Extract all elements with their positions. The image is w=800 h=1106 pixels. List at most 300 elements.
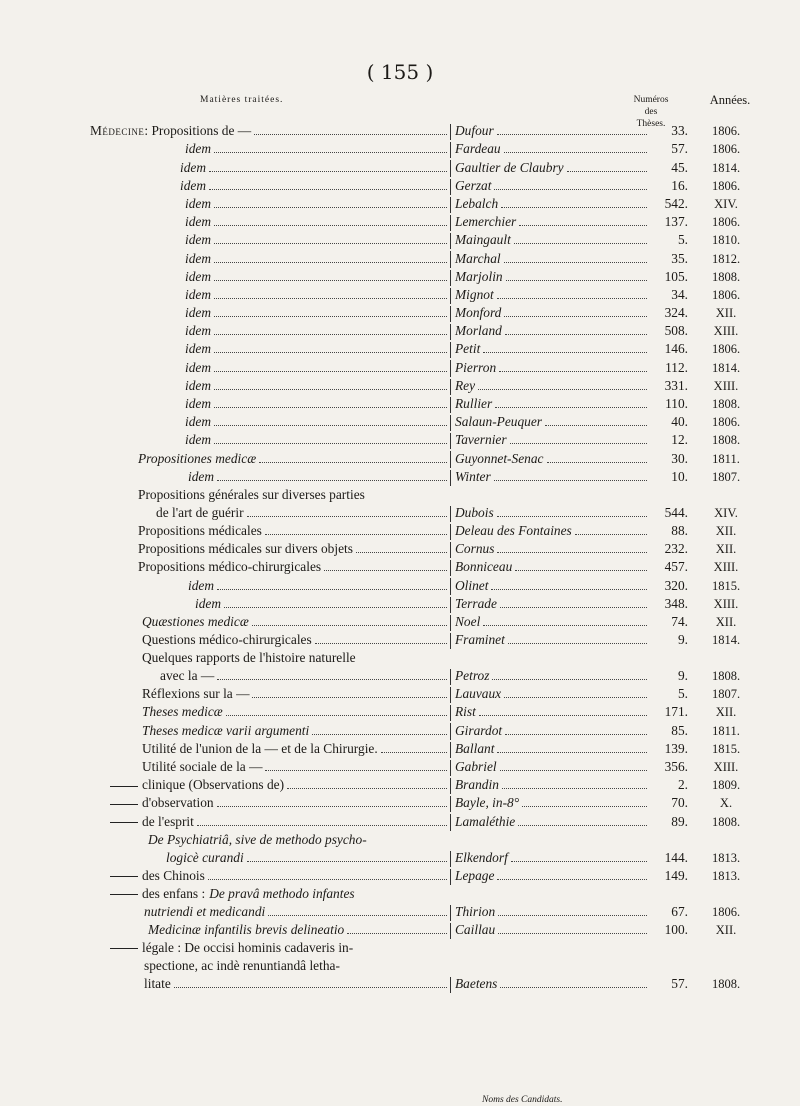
subject-text: d'observation [142, 795, 214, 811]
column-separator [450, 397, 451, 413]
subject-cell [142, 649, 450, 685]
subject-cell [110, 939, 450, 993]
table-row [0, 340, 800, 358]
table-row [0, 703, 800, 721]
subject-text: de l'esprit [142, 813, 194, 829]
subject-text: idem [185, 250, 212, 266]
dot-leader [265, 534, 447, 535]
candidate-cell [455, 522, 649, 540]
thesis-year: 1806. [711, 342, 741, 357]
subject-text: Theses medicæ [142, 704, 223, 720]
thesis-year: XIII. [713, 596, 739, 611]
subject-cell [188, 468, 450, 486]
thesis-year: 1815. [711, 741, 741, 756]
dot-leader [500, 987, 647, 988]
dot-leader [479, 715, 647, 716]
candidate-name: Olinet [455, 577, 489, 593]
table-row [0, 413, 800, 431]
candidate-cell [455, 722, 649, 740]
subject-text: de l'art de guérir [156, 504, 244, 520]
dot-leader [497, 752, 647, 753]
candidate-cell [455, 867, 649, 885]
candidate-name: Marjolin [455, 268, 503, 284]
thesis-number: 45. [671, 159, 688, 175]
subject-text: des enfans : [142, 885, 206, 901]
subject-cell [110, 867, 450, 885]
table-row [0, 395, 800, 413]
candidate-cell [455, 468, 649, 486]
column-separator [450, 723, 451, 739]
candidate-name: Baetens [455, 975, 498, 991]
candidate-name: Salaun-Peuquer [455, 414, 543, 430]
subject-cell [142, 722, 450, 740]
dot-leader [214, 352, 447, 353]
column-separator [450, 742, 451, 758]
column-separator [450, 506, 451, 522]
candidate-name: Girardot [455, 722, 503, 738]
table-row [0, 358, 800, 376]
dot-leader [497, 879, 647, 880]
column-separator [450, 542, 451, 558]
candidate-name: Tavernier [455, 432, 507, 448]
candidate-cell [455, 286, 649, 304]
thesis-number: 542. [664, 195, 688, 211]
subject-cell [138, 540, 450, 558]
subject-text: idem [185, 195, 212, 211]
candidate-name: Rist [455, 704, 476, 720]
thesis-year: XIII. [713, 560, 739, 575]
subject-text: nutriendi et medicandi [144, 903, 266, 919]
dot-leader [498, 933, 647, 934]
dot-leader [508, 643, 647, 644]
thesis-number: 89. [671, 813, 688, 829]
dot-leader [247, 861, 447, 862]
subject-text: Propositions médicales [138, 522, 262, 538]
dot-leader [254, 134, 447, 135]
candidate-cell [455, 921, 649, 939]
table-row [0, 885, 800, 921]
subject-cell [185, 413, 450, 431]
subject-text: Quelques rapports de l'histoire naturelle [142, 650, 356, 666]
subject-cell [185, 140, 450, 158]
candidate-cell [455, 703, 649, 721]
thesis-number: 105. [664, 268, 688, 284]
thesis-number: 16. [671, 177, 688, 193]
candidate-cell [455, 776, 649, 794]
subject-text: Réflexions sur la — [142, 686, 250, 702]
subject-text: idem [185, 305, 212, 321]
dash-mark [110, 794, 142, 812]
table-row [0, 721, 800, 739]
table-row [0, 304, 800, 322]
dot-leader [214, 152, 447, 153]
thesis-year: 1808. [711, 269, 741, 284]
dot-leader [197, 825, 447, 826]
thesis-year: 1815. [711, 578, 741, 593]
candidate-cell [455, 304, 649, 322]
subject-cell [185, 431, 450, 449]
subject-cell [142, 613, 450, 631]
column-separator [450, 470, 451, 486]
thesis-year: XIII. [713, 324, 739, 339]
subject-text: avec la — [160, 668, 215, 684]
candidate-name: Lebalch [455, 195, 499, 211]
subject-cell [110, 776, 450, 794]
thesis-number: 30. [671, 450, 688, 466]
candidate-name: Ballant [455, 740, 495, 756]
candidate-name: Framinet [455, 632, 505, 648]
dot-leader [208, 879, 447, 880]
subject-text: idem [185, 141, 212, 157]
dot-leader [500, 770, 647, 771]
dot-leader [214, 389, 447, 390]
header-subject: Matières traitées. [200, 95, 284, 105]
subject-cell [185, 322, 450, 340]
thesis-year: 1806. [711, 215, 741, 230]
subject-text: logicè curandi [166, 849, 244, 865]
candidate-name: Dufour [455, 123, 494, 139]
dash-mark [110, 885, 142, 903]
thesis-number: 508. [664, 323, 688, 339]
subject-cell [138, 522, 450, 540]
subject-cell [138, 450, 450, 468]
candidate-cell [455, 595, 649, 613]
table-row [0, 685, 800, 703]
dot-leader [497, 552, 647, 553]
thesis-number: 67. [671, 903, 688, 919]
thesis-year: XIII. [713, 378, 739, 393]
header-candidates: Noms des Candidats. [482, 1095, 563, 1105]
subject-text: Theses medicæ varii argumenti [142, 722, 310, 738]
dot-leader [252, 697, 447, 698]
subject-cell [185, 213, 450, 231]
dot-leader [497, 298, 647, 299]
subject-text: idem [185, 432, 212, 448]
table-row [0, 812, 800, 830]
column-separator [450, 179, 451, 195]
thesis-year: XIV. [714, 505, 738, 520]
thesis-number: 2. [677, 777, 688, 793]
column-separator [450, 778, 451, 794]
subject-cell [185, 395, 450, 413]
table-row [0, 158, 800, 176]
dot-leader [252, 625, 447, 626]
candidate-cell [455, 340, 649, 358]
table-row [0, 649, 800, 685]
subject-cell [148, 921, 450, 939]
thesis-number: 320. [664, 577, 688, 593]
subject-cell [142, 703, 450, 721]
dot-leader [515, 570, 647, 571]
dot-leader [214, 207, 447, 208]
candidate-cell [455, 195, 649, 213]
subject-text: légale : De occisi hominis cadaveris in- [142, 939, 354, 955]
dot-leader [483, 352, 647, 353]
dot-leader [491, 589, 647, 590]
candidate-name: Bonniceau [455, 559, 513, 575]
dot-leader [504, 152, 647, 153]
subject-cell [142, 758, 450, 776]
thesis-number: 34. [671, 286, 688, 302]
subject-cell [185, 359, 450, 377]
thesis-year: X. [719, 796, 733, 811]
dot-leader [214, 262, 447, 263]
candidate-cell [455, 268, 649, 286]
column-separator [450, 633, 451, 649]
subject-cell [185, 377, 450, 395]
thesis-year: 1810. [711, 233, 741, 248]
subject-text: idem [185, 341, 212, 357]
dot-leader [501, 207, 647, 208]
column-separator [450, 977, 451, 993]
candidate-name: Terrade [455, 595, 497, 611]
thesis-number: 88. [671, 522, 688, 538]
subject-text: idem [185, 214, 212, 230]
subject-text: idem [195, 595, 222, 611]
subject-text: Propositions médico-chirurgicales [138, 559, 322, 575]
column-separator [450, 379, 451, 395]
table-row [0, 486, 800, 522]
thesis-year: XII. [715, 523, 737, 538]
dot-leader [381, 752, 447, 753]
candidate-name: Bayle, in-8° [455, 795, 520, 811]
dot-leader [518, 825, 647, 826]
dot-leader [214, 225, 447, 226]
thesis-year: 1806. [711, 287, 741, 302]
candidate-cell [455, 667, 649, 685]
header-years: Années. [709, 93, 751, 107]
dot-leader [506, 280, 647, 281]
dot-leader [217, 589, 447, 590]
candidate-name: Dubois [455, 504, 494, 520]
column-separator [450, 251, 451, 267]
dash-mark [110, 776, 142, 794]
column-separator [450, 814, 451, 830]
subject-text: De Psychiatriâ, sive de methodo psycho- [148, 831, 367, 847]
candidate-cell [455, 758, 649, 776]
subject-text: idem [180, 177, 207, 193]
subject-cell [188, 577, 450, 595]
thesis-number: 74. [671, 613, 688, 629]
candidate-cell [455, 359, 649, 377]
subject-cell [90, 122, 450, 140]
candidate-cell [455, 740, 649, 758]
dot-leader [209, 171, 447, 172]
column-separator [450, 342, 451, 358]
candidate-name: Caillau [455, 921, 496, 937]
dash-mark [110, 813, 142, 831]
column-separator [450, 760, 451, 776]
thesis-year: 1812. [711, 251, 741, 266]
subject-cell [185, 340, 450, 358]
dot-leader [522, 806, 647, 807]
table-row [0, 177, 800, 195]
subject-text: Quæstiones medicæ [142, 613, 249, 629]
candidate-cell [455, 540, 649, 558]
candidate-cell [455, 849, 649, 867]
subject-text: idem [185, 377, 212, 393]
header-numbers-line1: Numéros [633, 95, 669, 105]
dot-leader [312, 734, 447, 735]
candidate-name: Thirion [455, 903, 496, 919]
dot-leader [510, 443, 647, 444]
table-row [0, 140, 800, 158]
subject-cell [110, 794, 450, 812]
thesis-year: 1806. [711, 415, 741, 430]
candidate-cell [455, 140, 649, 158]
subject-text: idem [185, 268, 212, 284]
candidate-cell [455, 577, 649, 595]
column-separator [450, 796, 451, 812]
dot-leader [356, 552, 447, 553]
thesis-number: 331. [664, 377, 688, 393]
candidate-name: Deleau des Fontaines [455, 522, 572, 538]
thesis-number: 146. [664, 341, 688, 357]
candidate-name: Noel [455, 613, 481, 629]
dot-leader [315, 643, 447, 644]
dot-leader [247, 516, 447, 517]
thesis-number: 9. [677, 668, 688, 684]
entries-list [0, 122, 800, 993]
candidate-cell [455, 613, 649, 631]
subject-cell [110, 885, 450, 921]
candidate-name: Marchal [455, 250, 501, 266]
table-row [0, 268, 800, 286]
thesis-number: 544. [664, 504, 688, 520]
column-separator [450, 360, 451, 376]
column-separator [450, 597, 451, 613]
subject-cell [195, 595, 450, 613]
dot-leader [497, 516, 647, 517]
dot-leader [214, 425, 447, 426]
dot-leader [483, 625, 647, 626]
candidate-name: Gabriel [455, 759, 497, 774]
table-row [0, 249, 800, 267]
thesis-year: 1806. [711, 178, 741, 193]
subject-text: idem [185, 414, 212, 430]
thesis-year: 1814. [711, 633, 741, 648]
table-row [0, 540, 800, 558]
thesis-number: 110. [665, 396, 688, 411]
thesis-year: 1808. [711, 814, 741, 829]
thesis-number: 324. [664, 305, 688, 321]
column-separator [450, 869, 451, 885]
dot-leader [500, 607, 647, 608]
thesis-year: 1806. [711, 904, 741, 919]
candidate-name: Maingault [455, 232, 511, 248]
thesis-year: 1813. [711, 868, 741, 883]
subject-text: idem [180, 159, 207, 175]
header-numbers-line2: des Thèses. [636, 107, 666, 129]
dot-leader [519, 225, 647, 226]
thesis-number: 144. [664, 849, 688, 865]
table-row [0, 939, 800, 993]
candidate-name: Brandin [455, 777, 499, 793]
thesis-number: 70. [671, 795, 688, 811]
subject-cell [185, 268, 450, 286]
candidate-cell [455, 159, 649, 177]
thesis-number: 9. [677, 632, 688, 648]
subject-cell [148, 831, 450, 867]
table-row [0, 631, 800, 649]
dash-mark [110, 867, 142, 885]
dot-leader [214, 443, 447, 444]
dot-leader [214, 298, 447, 299]
subject-text: idem [188, 468, 215, 484]
candidate-name: Guyonnet-Senac [455, 450, 544, 466]
dot-leader [499, 371, 647, 372]
dot-leader [214, 243, 447, 244]
candidate-cell [455, 231, 649, 249]
dot-leader [502, 788, 647, 789]
subject-cell [185, 195, 450, 213]
candidate-name: Elkendorf [455, 849, 508, 865]
subject-text: Questions médico-chirurgicales [142, 632, 312, 648]
candidate-name: Lemerchier [455, 214, 517, 230]
subject-cell [138, 558, 450, 576]
candidate-cell [455, 813, 649, 831]
candidate-name: Lauvaux [455, 686, 502, 702]
table-row [0, 449, 800, 467]
thesis-number: 12. [671, 432, 688, 448]
table-row [0, 377, 800, 395]
column-separator [450, 433, 451, 449]
column-separator [450, 578, 451, 594]
subject-text: : Propositions de — [144, 123, 252, 139]
column-separator [450, 142, 451, 158]
column-separator [450, 324, 451, 340]
candidate-cell [455, 685, 649, 703]
table-row [0, 831, 800, 867]
table-row [0, 740, 800, 758]
column-separator [450, 197, 451, 213]
dot-leader [497, 134, 647, 135]
dot-leader [226, 715, 447, 716]
column-separator [450, 124, 451, 140]
column-separator [450, 851, 451, 867]
candidate-cell [455, 975, 649, 993]
dot-leader [575, 534, 647, 535]
thesis-number: 112. [665, 359, 688, 375]
thesis-year: 1807. [711, 687, 741, 702]
thesis-year: 1807. [711, 469, 741, 484]
dot-leader [492, 679, 647, 680]
candidate-cell [455, 558, 649, 576]
subject-cell [142, 740, 450, 758]
candidate-name: Mignot [455, 286, 494, 302]
candidate-cell [455, 395, 649, 413]
dot-leader [287, 788, 447, 789]
subject-text: idem [185, 396, 212, 411]
candidate-name: Rullier [455, 396, 493, 411]
subject-text: clinique (Observations de) [142, 777, 285, 793]
subject-text: Médecine [90, 123, 145, 139]
table-row [0, 595, 800, 613]
thesis-number: 5. [677, 686, 688, 702]
column-separator [450, 560, 451, 576]
dot-leader [209, 189, 447, 190]
thesis-year: 1806. [711, 142, 741, 157]
subject-cell [180, 177, 450, 195]
thesis-number: 57. [671, 141, 688, 157]
thesis-year: XII. [715, 614, 737, 629]
dot-leader [224, 607, 447, 608]
candidate-name: Lamaléthie [455, 813, 516, 829]
table-row [0, 322, 800, 340]
table-row [0, 431, 800, 449]
column-separator [450, 687, 451, 703]
table-row [0, 794, 800, 812]
